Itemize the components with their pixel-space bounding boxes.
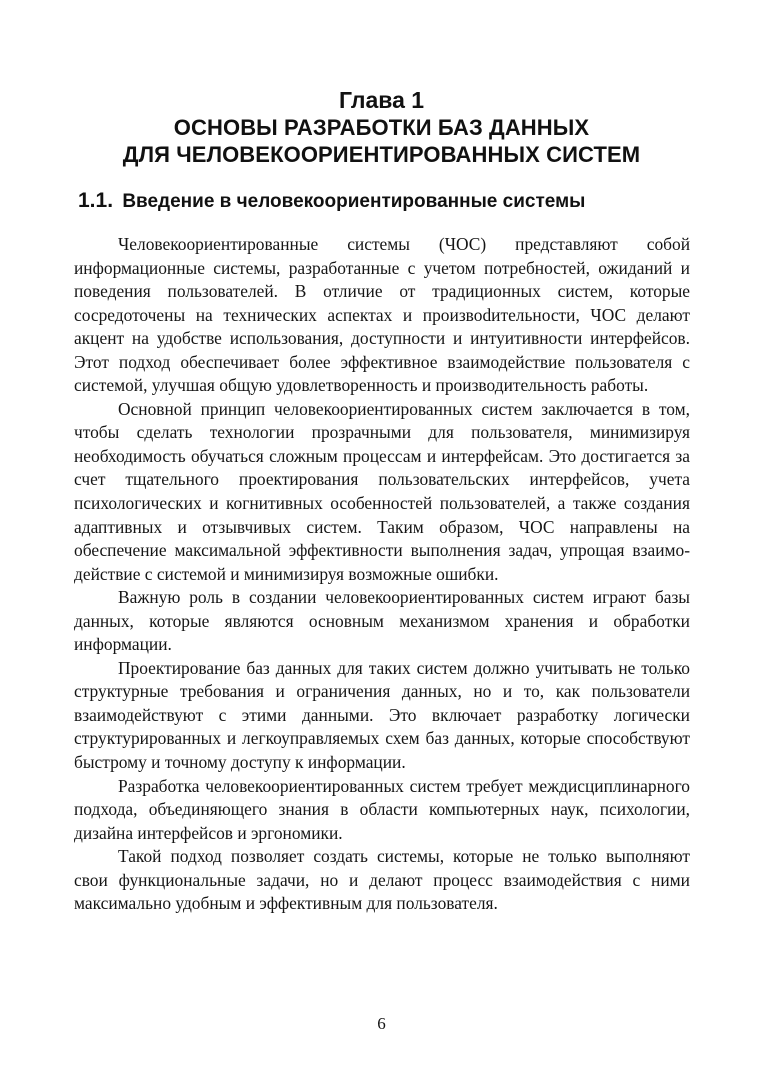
- paragraph: Человекоориентированные системы (ЧОС) представляют собой информационные системы, разработанные с учетом потребностей, ожиданий и поведения пользователей. В отличие от традиционных систем, которые сосредоточены на технических аспектах и произвоdительности, ЧОС делают акцент на удобстве использования, доступности и интуитивности интерфейсов. Этот подход обеспечивает более эффективное взаимодействие пользователя с системой, улучшая общую удовлетворенность и производительность работы.: [74, 234, 690, 396]
- paragraph: Проектирование баз данных для таких систем должно учитывать не только структурные требования и ограничения данных, но и то, как пользователи взаимодействуют с этими данными. Это включает разработку логически структурированных и легкоуправляемых схем баз данных, которые способствуют быстрому и точному доступу к информации.: [74, 657, 690, 773]
- paragraph: Такой подход позволяет создать системы, которые не только выполняют свои функциональные задачи, но и делают процесс взаимодействия с ними максимально удобным и эффективным для пользователя.: [74, 846, 690, 914]
- paragraph: Разработка человекоориентированных систем требует междисциплинарного подхода, объединяющего знания в области компьютерных наук, психологии, дизайна интерфейсов и эргономики.: [74, 775, 690, 843]
- chapter-label: Глава 1: [338, 87, 425, 113]
- section-title: Введение в человекоориентированные системы: [122, 191, 586, 212]
- page-number: 6: [377, 1014, 386, 1033]
- chapter-title-line-1: ОСНОВЫ РАЗРАБОТКИ БАЗ ДАННЫХ: [173, 115, 590, 140]
- chapter-heading: [40, 86, 723, 168]
- body-text: [74, 233, 690, 916]
- section-heading: [78, 188, 703, 215]
- chapter-title-line-2: ДЛЯ ЧЕЛОВЕКООРИЕНТИРОВАННЫХ СИСТЕМ: [122, 142, 641, 167]
- paragraph: Важную роль в создании человекоориентированных систем играют базы данных, которые являются основным механизмом хранения и обработки информации.: [74, 587, 690, 655]
- section-number: 1.1.: [78, 189, 114, 212]
- paragraph: Основной принцип человекоориентированных систем заключается в том, чтобы сделать технологии прозрачными для пользователя, минимизируя необходимость обучаться сложным процессам и интерфейсам. Это достигается за счет тщательного проектирования пользовательских интерфейсов, учета психологических и когнитивных особенностей пользователей, а также создания адаптивных и отзывчивых систем. Таким образом, ЧОС направлены на обеспечение максимальной эффективности выполнения задач, упрощая взаимодействие с системой и минимизируя возможные ошибки.: [74, 398, 690, 584]
